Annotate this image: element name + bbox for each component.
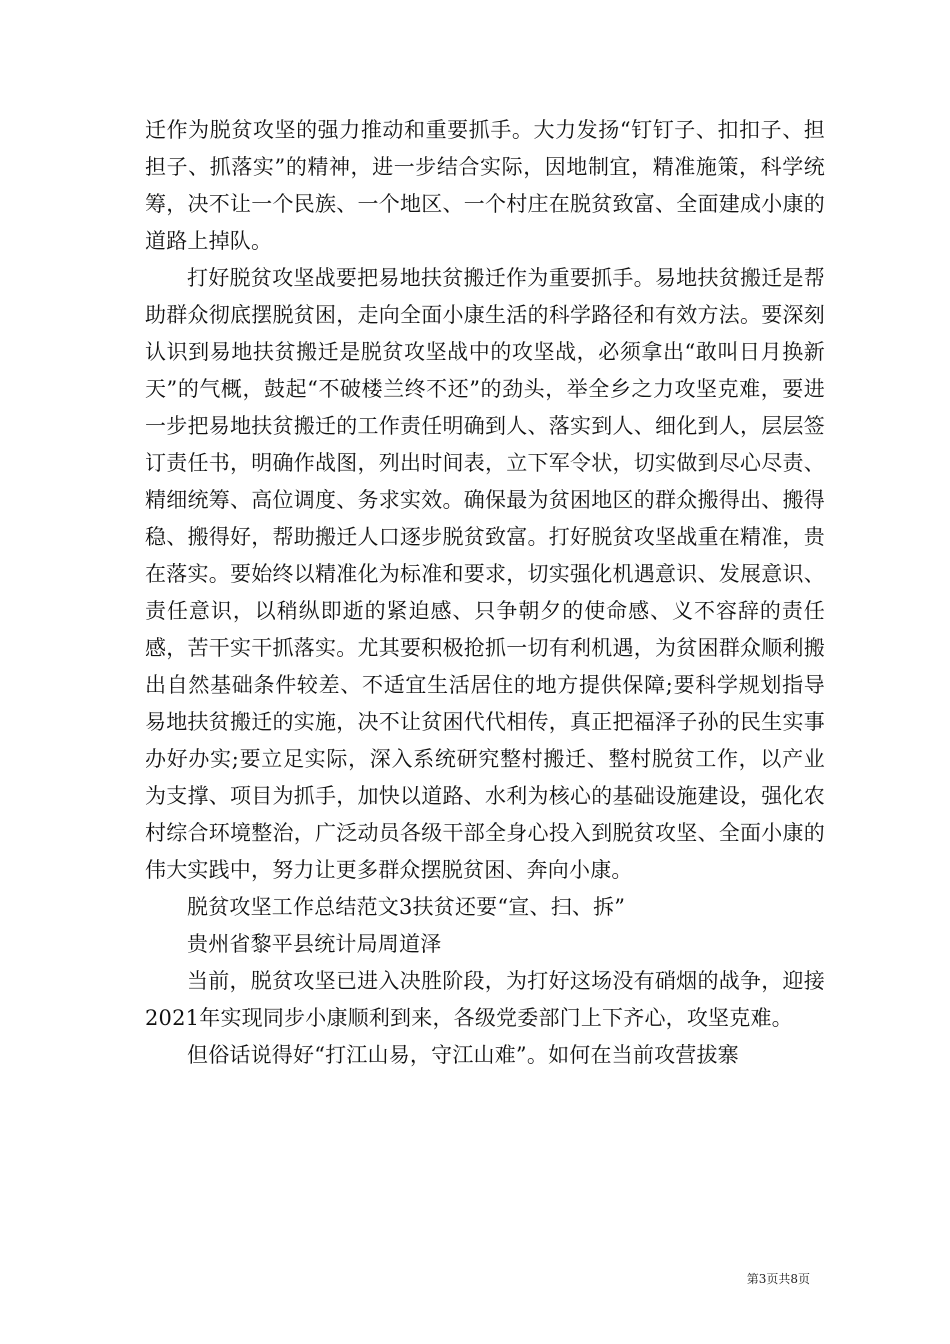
paragraph-1: 迁作为脱贫攻坚的强力推动和重要抓手。大力发扬“钉钉子、扣扣子、担担子、抓落实”的精神，进一步结合实际，因地制宜，精准施策，科学统筹，决不让一个民族、一个地区、一个村庄在脱贫致富、全面建成小康的道路上掉队。	[145, 118, 825, 253]
paragraph-3: 当前，脱贫攻坚已进入决胜阶段，为打好这场没有硝烟的战争，迎接2021年实现同步小康顺利到来，各级党委部门上下齐心，攻坚克难。	[145, 969, 825, 1030]
document-body	[145, 112, 825, 1074]
section-title: 脱贫攻坚工作总结范文3扶贫还要“宣、扫、拆”	[187, 895, 626, 919]
page-number: 第3页共8页	[746, 1272, 810, 1286]
paragraph-4: 但俗话说得好“打江山易，守江山难”。如何在当前攻营拔寨	[187, 1043, 739, 1067]
paragraph-2: 打好脱贫攻坚战要把易地扶贫搬迁作为重要抓手。易地扶贫搬迁是帮助群众彻底摆脱贫困，走向全面小康生活的科学路径和有效方法。要深刻认识到易地扶贫搬迁是脱贫攻坚战中的攻坚战，必须拿出“敢叫日月换新天”的气概，鼓起“不破楼兰终不还”的劲头，举全乡之力攻坚克难，要进一步把易地扶贫搬迁的工作责任明确到人、落实到人、细化到人，层层签订责任书，明确作战图，列出时间表，立下军令状，切实做到尽心尽责、精细统筹、高位调度、务求实效。确保最为贫困地区的群众搬得出、搬得稳、搬得好，帮助搬迁人口逐步脱贫致富。打好脱贫攻坚战重在精准，贵在落实。要始终以精准化为标准和要求，切实强化机遇意识、发展意识、责任意识，以稍纵即逝的紧迫感、只争朝夕的使命感、义不容辞的责任感，苦干实干抓落实。尤其要积极抢抓一切有利机遇，为贫困群众顺利搬出自然基础条件较差、不适宜生活居住的地方提供保障;要科学规划指导易地扶贫搬迁的实施，决不让贫困代代相传，真正把福泽子孙的民生实事办好办实;要立足实际，深入系统研究整村搬迁、整村脱贫工作，以产业为支撑、项目为抓手，加快以道路、水利为核心的基础设施建设，强化农村综合环境整治，广泛动员各级干部全身心投入到脱贫攻坚、全面小康的伟大实践中，努力让更多群众摆脱贫困、奔向小康。	[145, 266, 825, 882]
author-line: 贵州省黎平县统计局周道泽	[187, 932, 442, 956]
